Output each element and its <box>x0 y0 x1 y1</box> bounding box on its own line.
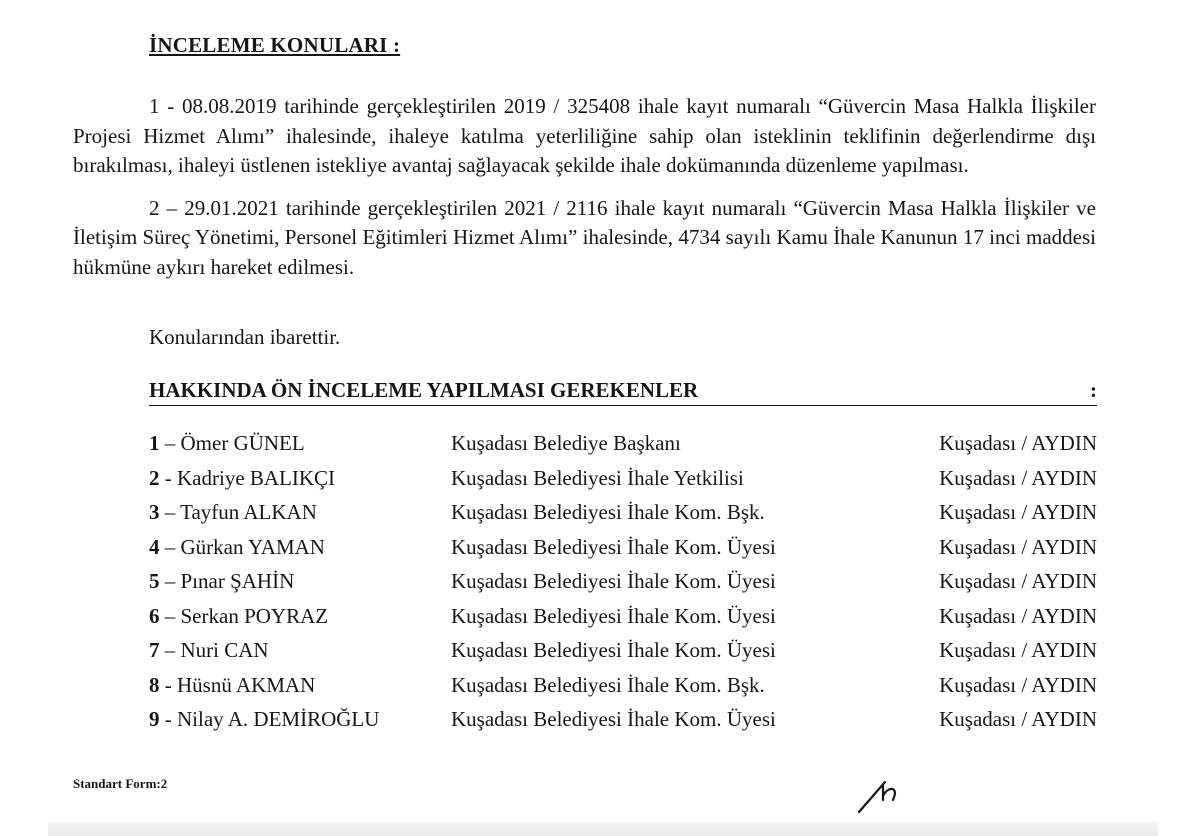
person-fullname: Serkan POYRAZ <box>180 603 329 628</box>
person-separator: – <box>164 569 176 593</box>
person-separator: – <box>164 638 176 662</box>
person-row <box>149 673 1097 708</box>
person-separator: - <box>164 707 172 731</box>
person-name <box>149 500 317 525</box>
person-location: Kuşadası / AYDIN <box>939 534 1097 559</box>
person-location: Kuşadası / AYDIN <box>939 569 1097 593</box>
topic-item-1: 1 - 08.08.2019 tarihinde gerçekleştirilen 2019 / 325408 ihale kayıt numaralı “Güvercin Masa Halkla İlişkiler Projesi Hizmet Alımı” ihalesinde, ihaleye katılma yeterliliğine sahip olan isteklinin teklifinin değerlendirme dışı bırakılması, ihaleyi üstlenen istekliye avantaj sağlayacak şekilde ihale dokümanında düzenleme yapılması. <box>73 94 1096 177</box>
person-row <box>149 431 1097 466</box>
person-row <box>149 707 1097 742</box>
person-number: 9 <box>149 707 160 731</box>
person-title: Kuşadası Belediyesi İhale Kom. Üyesi <box>451 638 776 662</box>
person-fullname: Ömer GÜNEL <box>180 431 305 455</box>
person-name <box>149 707 379 732</box>
person-title: Kuşadası Belediyesi İhale Kom. Üyesi <box>451 534 776 559</box>
person-title: Kuşadası Belediye Başkanı <box>451 431 681 455</box>
person-separator: - <box>164 672 172 697</box>
person-location: Kuşadası / AYDIN <box>939 638 1097 662</box>
person-fullname: Nuri CAN <box>180 638 269 662</box>
person-number: 7 <box>149 638 160 662</box>
person-name <box>149 535 325 560</box>
person-fullname: Tayfun ALKAN <box>180 500 317 524</box>
person-location: Kuşadası / AYDIN <box>939 603 1097 628</box>
person-fullname: Kadriye BALIKÇI <box>177 465 336 490</box>
topics-list <box>73 92 1096 295</box>
person-number: 8 <box>149 672 160 697</box>
person-fullname: Hüsnü AKMAN <box>177 672 316 697</box>
section-heading-people <box>149 378 1097 406</box>
person-number: 6 <box>149 603 160 628</box>
person-title: Kuşadası Belediyesi İhale Kom. Üyesi <box>451 569 776 593</box>
person-separator: – <box>164 534 176 559</box>
person-name <box>149 638 269 663</box>
form-label: Standart Form:2 <box>73 776 168 791</box>
person-number: 5 <box>149 569 160 593</box>
person-title: Kuşadası Belediyesi İhale Yetkilisi <box>451 465 744 490</box>
person-row <box>149 638 1097 673</box>
conclusion-text: Konularından ibarettir. <box>149 325 341 349</box>
person-row <box>149 604 1097 639</box>
person-separator: – <box>164 603 176 628</box>
person-separator: - <box>164 465 172 490</box>
topic-item-2: 2 – 29.01.2021 tarihinde gerçekleştirilen 2021 / 2116 ihale kayıt numaralı “Güvercin Masa Halkla İlişkiler ve İletişim Süreç Yönetimi, Personel Eğitimleri Hizmet Alımı” ihalesinde, 4734 sayılı Kamu İhale Kanunun 17 inci maddesi hükmüne aykırı hareket edilmesi. <box>73 195 1096 279</box>
signature-mark <box>855 770 925 816</box>
person-number: 3 <box>149 500 160 524</box>
person-name <box>149 466 335 491</box>
person-fullname: Pınar ŞAHİN <box>180 569 295 593</box>
person-row <box>149 500 1097 535</box>
person-name <box>149 604 328 629</box>
person-name <box>149 673 315 698</box>
section-heading-topics: İNCELEME KONULARI : <box>149 33 401 57</box>
person-name <box>149 569 294 594</box>
scan-bottom-edge <box>48 822 1158 836</box>
person-location: Kuşadası / AYDIN <box>939 707 1097 731</box>
people-list <box>149 431 1097 742</box>
person-number: 1 <box>149 431 160 455</box>
person-fullname: Gürkan YAMAN <box>180 534 325 559</box>
person-row <box>149 535 1097 570</box>
person-separator: – <box>164 431 176 455</box>
person-number: 4 <box>149 534 160 559</box>
person-location: Kuşadası / AYDIN <box>939 672 1097 697</box>
person-separator: – <box>164 500 176 524</box>
person-location: Kuşadası / AYDIN <box>939 431 1097 455</box>
person-number: 2 <box>149 465 160 490</box>
person-location: Kuşadası / AYDIN <box>939 465 1097 490</box>
section-heading-people-colon: : <box>1090 378 1097 402</box>
person-title: Kuşadası Belediyesi İhale Kom. Üyesi <box>451 603 776 628</box>
section-heading-people-label: HAKKINDA ÖN İNCELEME YAPILMASI GEREKENLER <box>149 378 699 402</box>
person-name <box>149 431 305 456</box>
person-title: Kuşadası Belediyesi İhale Kom. Bşk. <box>451 500 765 524</box>
person-title: Kuşadası Belediyesi İhale Kom. Üyesi <box>451 707 776 731</box>
person-row <box>149 569 1097 604</box>
person-location: Kuşadası / AYDIN <box>939 500 1097 524</box>
person-row <box>149 466 1097 501</box>
person-fullname: Nilay A. DEMİROĞLU <box>177 707 380 731</box>
person-title: Kuşadası Belediyesi İhale Kom. Bşk. <box>451 672 765 697</box>
